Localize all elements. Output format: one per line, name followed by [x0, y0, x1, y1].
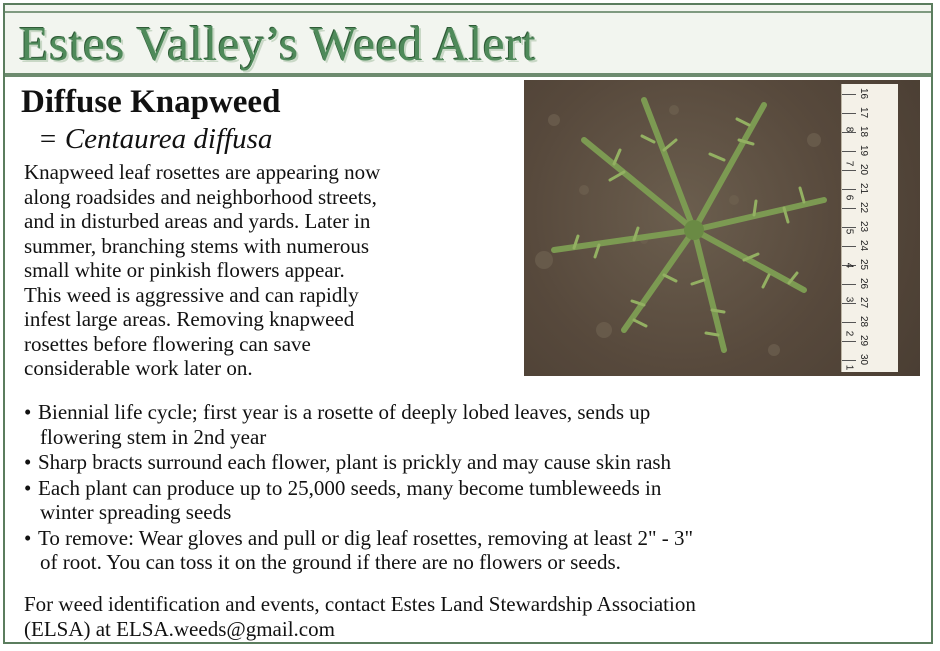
intro-line: This weed is aggressive and can rapidly: [24, 282, 359, 307]
fact-line: To remove: Wear gloves and pull or dig leaf rosettes, removing at least 2" - 3": [38, 525, 694, 550]
ruler-tick: [842, 170, 856, 171]
ruler-inch-label: 2: [843, 330, 855, 337]
fact-line: flowering stem in 2nd year: [40, 424, 267, 449]
intro-line: infest large areas. Removing knapweed: [24, 307, 355, 331]
ruler-cm-label: 22: [858, 201, 870, 214]
knapweed-rosette-photo: [524, 80, 920, 376]
intro-line: Knapweed leaf rosettes are appearing now: [24, 160, 381, 184]
ruler-cm-label: 19: [858, 144, 870, 157]
ruler-inch-label: 3: [843, 296, 855, 303]
fact-list: [24, 400, 924, 576]
ruler-inch-label: 7: [843, 160, 855, 167]
intro-line: along roadsides and neighborhood streets,: [24, 184, 377, 209]
intro-line: rosettes before flowering can save: [24, 331, 311, 356]
bullet-marker: •: [24, 475, 32, 500]
contact-footer: [24, 592, 924, 641]
ruler-tick: [842, 151, 856, 152]
ruler-inch-label: 1: [843, 364, 855, 371]
rosette-center: [684, 220, 704, 240]
fact-list-item: [24, 476, 924, 525]
ruler: [841, 84, 898, 372]
bullet-marker: •: [24, 525, 32, 550]
fact-line: of root. You can toss it on the ground if there are no flowers or seeds.: [40, 550, 621, 574]
ruler-cm-label: 16: [858, 87, 870, 100]
ruler-tick: [842, 189, 856, 190]
ruler-tick: [842, 322, 856, 323]
scientific-name: = Centaurea diffusa: [38, 123, 273, 155]
ruler-cm-label: 25: [858, 258, 870, 271]
intro-paragraph: [24, 160, 514, 381]
banner-rule-bottom: [5, 73, 931, 77]
fact-list-item: [24, 450, 924, 475]
ruler-cm-label: 27: [858, 296, 870, 309]
ruler-cm-label: 30: [858, 353, 870, 366]
banner-title: Estes Valley’s Weed Alert: [19, 16, 537, 71]
ruler-inch-label: 6: [843, 194, 855, 201]
ruler-cm-label: 17: [858, 106, 870, 119]
ruler-inch-label: 8: [843, 126, 855, 133]
article-title: Diffuse Knapweed: [21, 84, 281, 120]
fact-line: Each plant can produce up to 25,000 seeds, many become tumbleweeds in: [38, 475, 662, 500]
ruler-cm-label: 26: [858, 277, 870, 290]
intro-line: summer, branching stems with numerous: [24, 233, 370, 258]
intro-line: and in disturbed areas and yards. Later in: [24, 209, 371, 233]
fact-line: Biennial life cycle; first year is a rosette of deeply lobed leaves, sends up: [38, 400, 651, 424]
ruler-cm-label: 29: [858, 334, 870, 347]
ruler-tick: [842, 246, 856, 247]
ruler-tick: [842, 208, 856, 209]
banner: [5, 5, 931, 75]
fact-list-item: [24, 400, 924, 449]
intro-line: small white or pinkish flowers appear.: [24, 258, 345, 282]
ruler-tick: [842, 360, 856, 361]
ruler-inch-label: 4: [843, 262, 855, 269]
ruler-tick: [842, 94, 856, 95]
footer-line: (ELSA) at ELSA.weeds@gmail.com: [24, 616, 335, 641]
bullet-marker: •: [24, 400, 32, 424]
ruler-tick: [842, 303, 856, 304]
ruler-cm-label: 18: [858, 125, 870, 138]
ruler-cm-label: 20: [858, 163, 870, 176]
ruler-inch-label: 5: [843, 228, 855, 235]
footer-line: For weed identification and events, contact Estes Land Stewardship Association: [24, 592, 696, 616]
fact-line: Sharp bracts surround each flower, plant is prickly and may cause skin rash: [38, 450, 672, 474]
ruler-cm-label: 21: [858, 182, 870, 195]
intro-line: considerable work later on.: [24, 356, 253, 380]
ruler-tick: [842, 113, 856, 114]
ruler-cm-label: 28: [858, 315, 870, 328]
bullet-marker: •: [24, 450, 32, 474]
ruler-cm-label: 24: [858, 239, 870, 252]
banner-rule-top: [5, 11, 931, 13]
fact-line: winter spreading seeds: [40, 500, 232, 524]
ruler-cm-label: 23: [858, 220, 870, 233]
fact-list-item: [24, 526, 924, 575]
ruler-tick: [842, 284, 856, 285]
ruler-tick: [842, 341, 856, 342]
